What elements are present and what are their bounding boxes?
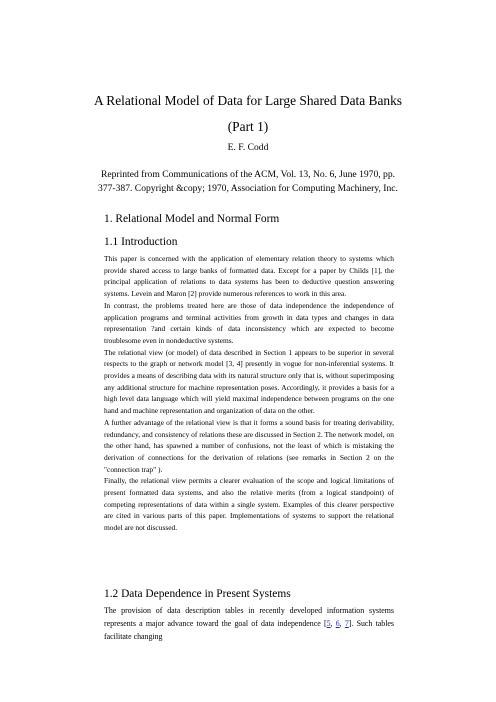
reprint-notice <box>40 168 456 196</box>
reference-link-5[interactable]: 5 <box>326 619 331 629</box>
introduction-body <box>104 253 394 534</box>
paper-title-part: (Part 1) <box>227 119 269 134</box>
reprint-line-2: 377-387. Copyright &copy; 1970, Association for Computing Machinery, Inc. <box>98 183 398 194</box>
section-heading: 1. Relational Model and Normal Form <box>104 213 280 225</box>
paragraph <box>104 604 394 644</box>
paragraph-text: ]. Such tables facilitate changing <box>104 619 394 642</box>
reference-link-6[interactable]: 6 <box>335 619 340 629</box>
author-name: E. F. Codd <box>227 142 269 153</box>
paper-title: A Relational Model of Data for Large Shared Data Banks <box>93 93 403 108</box>
paragraph: A further advantage of the relational view is that it forms a sound basis for treating derivability, redundancy, and consistency of relations these are discussed in Section 2. The network model, on the other hand, has spawned a number of confusions, not the least of which is mistaking the derivation of connections for the derivation of relations (see remarks in Section 2 on the "connection trap" ). <box>104 417 394 474</box>
paragraph: Finally, the relational view permits a clearer evaluation of the scope and logical limitations of present formatted data systems, and also the relative merits (from a logical standpoint) of competing representations of data within a single system. Examples of this clearer perspective are cited in various parts of this paper. Implementations of systems to support the relational model are not discussed. <box>104 476 394 533</box>
data-dependence-body <box>104 604 394 644</box>
reference-link-7[interactable]: 7 <box>344 619 349 629</box>
paragraph: The relational view (or model) of data described in Section 1 appears to be superior in several respects to the graph or network model [3, 4] presently in vogue for non-inferential systems. It provides a means of describing data with its natural structure only that is, without superimposing any additional structure for machine representation poses. Accordingly, it provides a basis for a high level data language which will yield maximal independence between programs on the one hand and machine representation and organization of data on the other. <box>104 347 394 416</box>
paragraph-text: The provision of data description tables in recently developed information systems represents a major advance toward the goal of data independence [ <box>104 606 394 629</box>
subsection-heading-introduction: 1.1 Introduction <box>104 236 178 248</box>
reprint-line-1: Reprinted from Communications of the ACM, Vol. 13, No. 6, June 1970, pp. <box>100 169 396 180</box>
paragraph: In contrast, the problems treated here are those of data independence the independence of application programs and terminal activities from growth in data types and changes in data representation ?and certain kinds of data inconsistency which are expected to become troublesome even in nondeductive systems. <box>104 300 394 345</box>
paragraph: This paper is concerned with the application of elementary relation theory to systems which provide shared access to large banks of formatted data. Except for a paper by Childs [1], the principal application of relations to data systems has been to deductive question answering systems. Levein and Maron [2] provide numerous references to work in this area. <box>104 254 394 299</box>
separator: , <box>330 619 336 629</box>
subsection-heading-data-dependence: 1.2 Data Dependence in Present Systems <box>104 588 291 600</box>
separator: , <box>339 619 345 629</box>
